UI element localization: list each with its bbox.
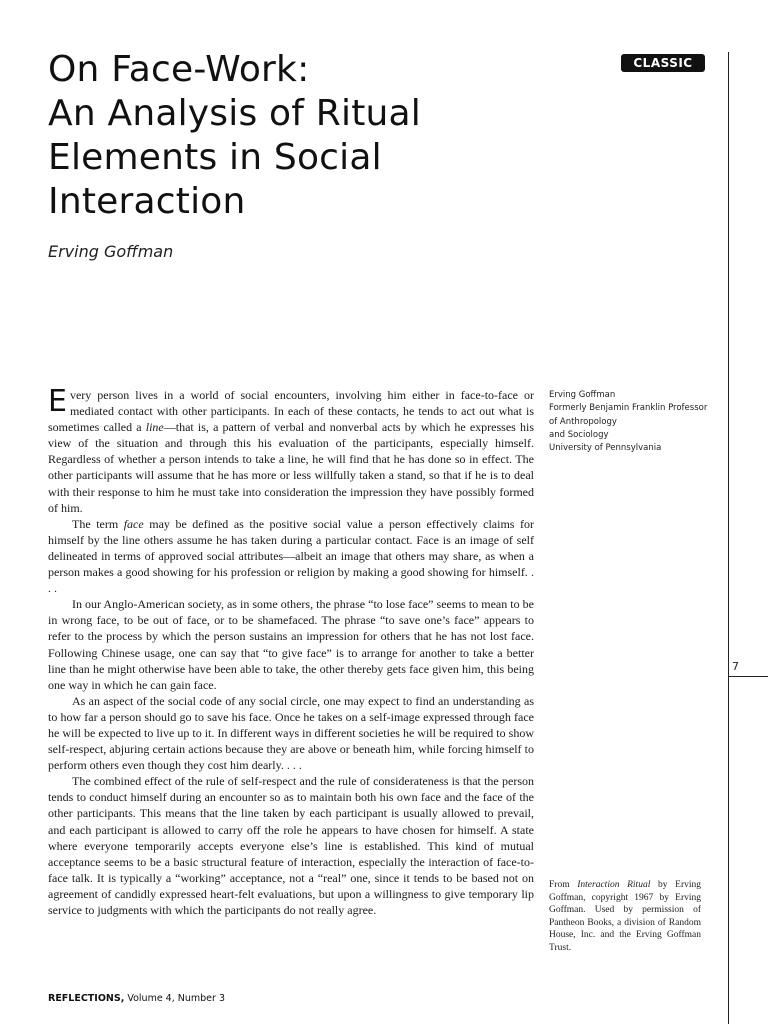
title-line: On Face-Work:	[48, 49, 310, 90]
title-line: Interaction	[48, 181, 246, 222]
affiliation-line: of Anthropology	[549, 416, 617, 427]
journal-issue: Volume 4, Number 3	[124, 993, 225, 1004]
affiliation-line: and Sociology	[549, 429, 609, 440]
affiliation-line: Erving Goffman	[549, 390, 616, 400]
margin-rule	[728, 52, 729, 1024]
paragraph: The combined effect of the rule of self-respect and the rule of considerateness is that the person tends to conduct himself during an encounter so as to maintain both his own face and the face of the other participants. This means that the line taken by each participant is usually allowed to prevail, and each participant is allowed to carry off the role he appears to have chosen for himself. A state where everyone temporarily accepts everyone else’s line is established. This kind of mutual acceptance seems to be a basic structural feature of interaction, especially the interaction of face-to-face talk. It is typically a “working” acceptance, not a “real” one, since it tends to be based not on agreement of candidly expressed heart-felt evaluations, but upon a willingness to give temporary lip service to judgments with which the participants do not really agree.	[48, 774, 534, 917]
journal-footer	[48, 993, 225, 1004]
page-number-rule	[728, 676, 768, 677]
title-line: Elements in Social	[48, 137, 382, 178]
drop-cap: E	[48, 384, 67, 419]
affiliation-line: Formerly Benjamin Franklin Professor	[549, 403, 708, 414]
page-number: 7	[732, 660, 739, 673]
paragraph: In our Anglo-American society, as in some others, the phrase “to lose face” seems to mean to be in wrong face, to be out of face, or to be shamefaced. The phrase “to save one’s face” appears to refer to the process by which the person sustains an impression for others that he has not lost face. Following Chinese usage, one can say that “to give face” is to arrange for another to take a better line than he might otherwise have been able to take, the other thereby gets face given him, this being one way in which he can gain face.	[48, 597, 534, 692]
paragraph: As an aspect of the social code of any social circle, one may expect to find an understanding as to how far a person should go to save his face. Once he takes on a self-image expressed through face he will be expected to live up to it. In different ways in different societies he will be required to show self-respect, abjuring certain actions because they are above or beneath him, while forcing himself to perform others even though they cost him dearly. . . .	[48, 693, 534, 773]
title-line: An Analysis of Ritual	[48, 93, 422, 134]
author-affiliation	[549, 389, 725, 455]
paragraph: The term face may be defined as the positive social value a person effectively claims for himself by the line others assume he has taken during a particular contact. Face is an image of self delineated in terms of approved social attributes—albeit an image that others may share, as when a person makes a good showing for his profession or religion by making a good showing for himself. . . .	[48, 516, 534, 596]
article-body	[48, 384, 534, 918]
author-name: Erving Goffman	[48, 242, 174, 261]
article-title	[48, 48, 518, 224]
source-note: From Interaction Ritual by Erving Goffman, copyright 1967 by Erving Goffman. Used by permission of Pantheon Books, a division of Random House, Inc. and the Erving Goffman Trust.	[549, 880, 702, 953]
classic-badge: CLASSIC	[621, 54, 705, 72]
paragraph: Every person lives in a world of social encounters, involving him either in face-to-face or mediated contact with other participants. In each of these contacts, he tends to act out what is sometimes called a line—that is, a pattern of verbal and nonverbal acts by which he expresses his view of the situation and through this his evaluation of the participants, especially himself. Regardless of whether a person intends to take a line, he will find that he has done so in effect. The other participants will assume that he has more or less willfully taken a stand, so that if he is to deal with their response to him he must take into consideration the impression they have possibly formed of him.	[48, 384, 534, 515]
journal-name: REFLECTIONS,	[48, 993, 125, 1004]
affiliation-line: University of Pennsylvania	[549, 443, 662, 454]
